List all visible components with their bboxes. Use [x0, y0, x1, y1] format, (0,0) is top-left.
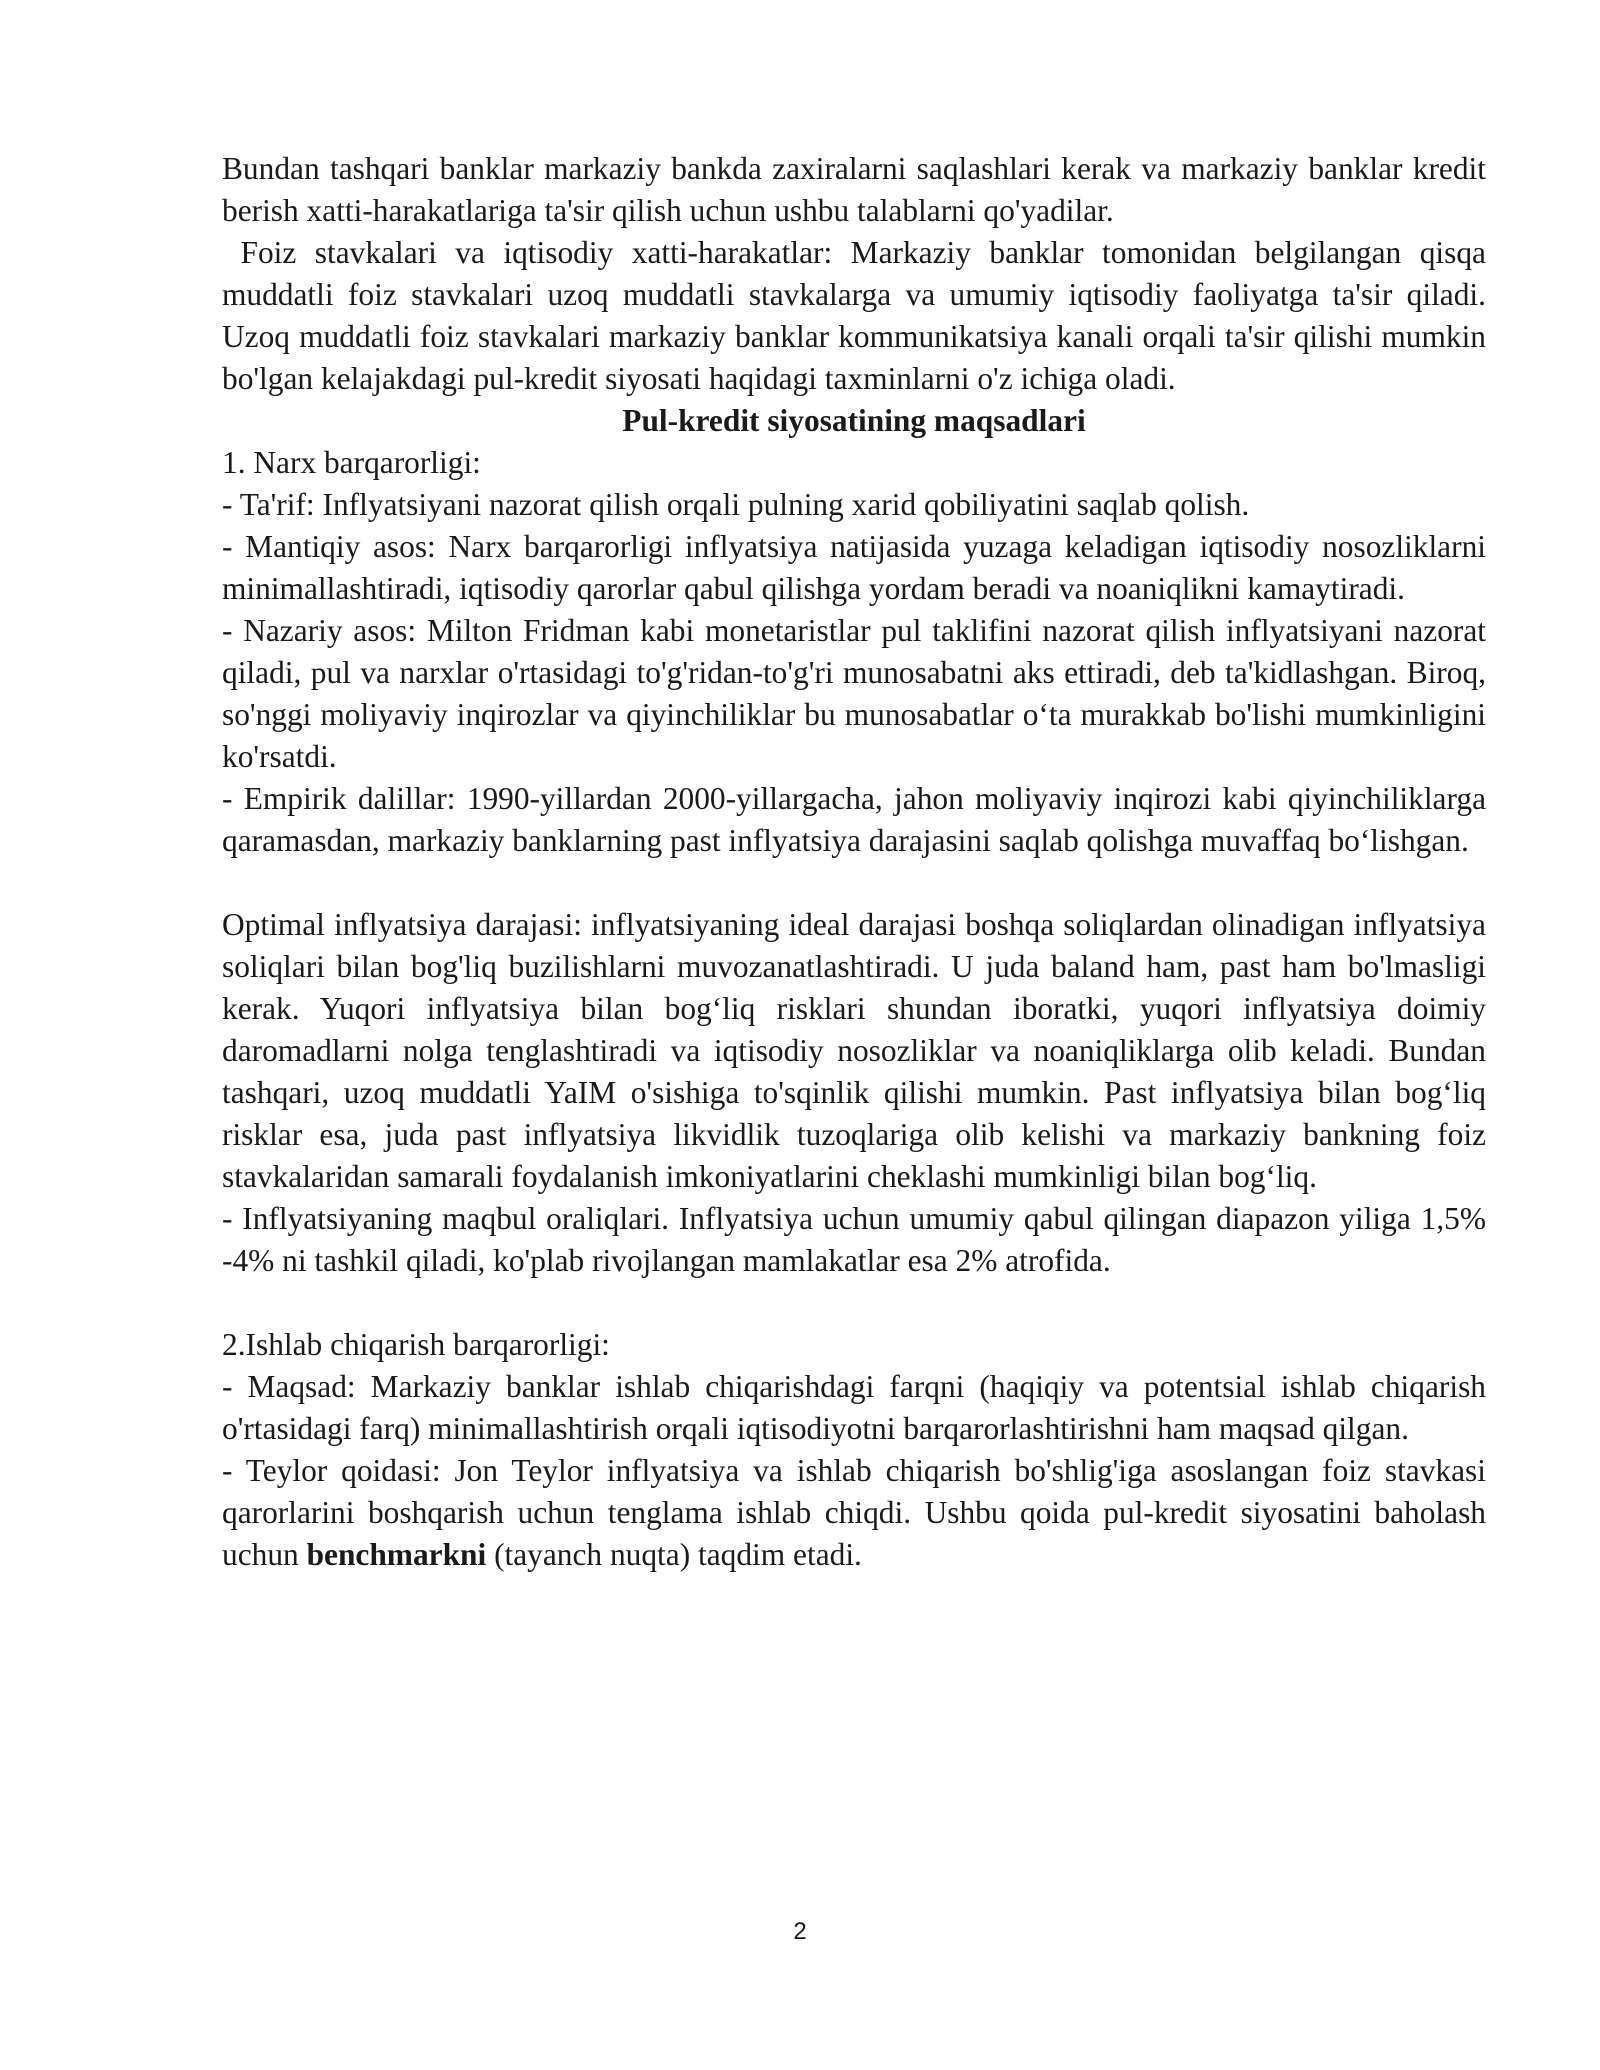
taylor-rule-text-end: (tayanch nuqta) taqdim etadi.	[486, 1537, 862, 1572]
section-1-rationale: - Mantiqiy asos: Narx barqarorligi inflyatsiya natijasida yuzaga keladigan iqtisodiy nosozliklarni minimallashtiradi, iqtisodiy qarorlar qabul qilishga yordam beradi va noaniqlikni kamaytiradi.	[222, 529, 1486, 606]
section-1-theory: - Nazariy asos: Milton Fridman kabi monetaristlar pul taklifini nazorat qilish inflyatsiyani nazorat qiladi, pul va narxlar o'rtasidagi to'g'ridan-to'g'ri munosabatni aks ettiradi, deb ta'kidlashgan. Biroq, so'nggi moliyaviy inqirozlar va qiyinchiliklar bu munosabatlar o‘ta murakkab bo'lishi mumkinligini ko'rsatdi.	[222, 613, 1486, 774]
section-heading: Pul-kredit siyosatining maqsadlari	[622, 403, 1086, 438]
blank-line	[222, 1282, 1486, 1324]
paragraph-optimal-inflation: Optimal inflyatsiya darajasi: inflyatsiyaning ideal darajasi boshqa soliqlardan olinadigan inflyatsiya soliqlari bilan bog'liq buzilishlarni muvozanatlashtiradi. U juda baland ham, past ham bo'lmasligi kerak. Yuqori inflyatsiya bilan bog‘liq risklari shundan iboratki, yuqori inflyatsiya doimiy daromadlarni nolga tenglashtiradi va iqtisodiy nosozliklar va noaniqliklarga olib keladi. Bundan tashqari, uzoq muddatli YaIM o'sishiga to'sqinlik qilishi mumkin. Past inflyatsiya bilan bog‘liq risklar esa, juda past inflyatsiya likvidlik tuzoqlariga olib kelishi va markaziy bankning foiz stavkalaridan samarali foydalanish imkoniyatlarini cheklashi mumkinligi bilan bog‘liq.	[222, 907, 1486, 1194]
section-2-title: 2.Ishlab chiqarish barqarorligi:	[222, 1327, 610, 1362]
document-body	[222, 148, 1486, 1576]
paragraph-interest-rates	[222, 232, 1486, 400]
taylor-rule-text-start: - Teylor qoidasi: Jon Teylor inflyatsiya va ishlab chiqarish bo'shlig'iga asoslangan foiz stavkasi qarorlarini boshqarish uchun tenglama ishlab chiqdi. Ushbu qoida pul-kredit siyosatini baholash uchun	[222, 1453, 1486, 1572]
blank-line	[222, 862, 1486, 904]
paragraph-reserves: Bundan tashqari banklar markaziy bankda zaxiralarni saqlashlari kerak va markaziy banklar kredit berish xatti-harakatlariga ta'sir qilish uchun ushbu talablarni qo'yadilar.	[222, 151, 1486, 228]
section-2-goal: - Maqsad: Markaziy banklar ishlab chiqarishdagi farqni (haqiqiy va potentsial ishlab chiqarish o'rtasidagi farq) minimallashtirish orqali iqtisodiyotni barqarorlashtirishni ham maqsad qilgan.	[222, 1369, 1486, 1446]
section-1-empirical: - Empirik dalillar: 1990-yillardan 2000-yillargacha, jahon moliyaviy inqirozi kabi qiyinchiliklarga qaramasdan, markaziy banklarning past inflyatsiya darajasini saqlab qolishga muvaffaq bo‘lishgan.	[222, 781, 1486, 858]
section-2-taylor-rule	[222, 1450, 1486, 1576]
section-1-definition: - Ta'rif: Inflyatsiyani nazorat qilish orqali pulning xarid qobiliyatini saqlab qolish.	[222, 487, 1250, 522]
paragraph-inflation-ranges: - Inflyatsiyaning maqbul oraliqlari. Inflyatsiya uchun umumiy qabul qilingan diapazon yiliga 1,5% -4% ni tashkil qiladi, ko'plab rivojlangan mamlakatlar esa 2% atrofida.	[222, 1201, 1486, 1278]
section-1-title: 1. Narx barqarorligi:	[222, 445, 481, 480]
taylor-rule-bold-term: benchmarkni	[306, 1537, 487, 1572]
page-number: 2	[793, 1918, 807, 1945]
paragraph-interest-rates-text: Foiz stavkalari va iqtisodiy xatti-harakatlar: Markaziy banklar tomonidan belgilangan qisqa muddatli foiz stavkalari uzoq muddatli stavkalarga va umumiy iqtisodiy faoliyatga ta'sir qiladi. Uzoq muddatli foiz stavkalari markaziy banklar kommunikatsiya kanali orqali ta'sir qilishi mumkin bo'lgan kelajakdagi pul-kredit siyosati haqidagi taxminlarni o'z ichiga oladi.	[222, 235, 1486, 396]
